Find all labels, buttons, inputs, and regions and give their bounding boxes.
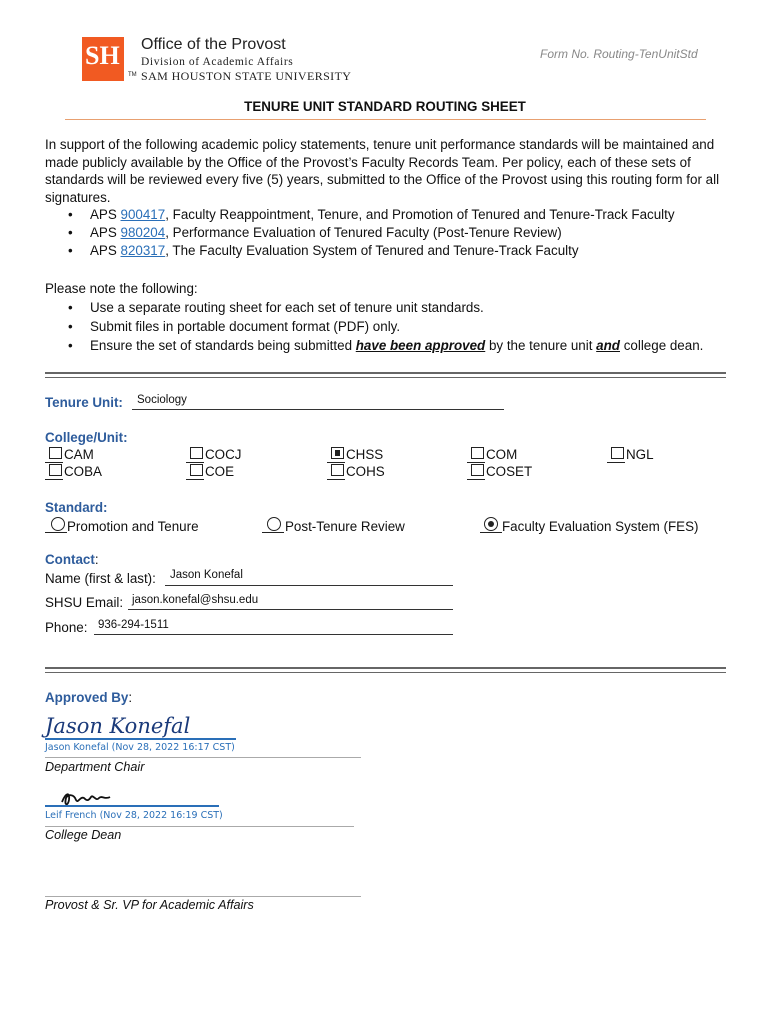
page-title: TENURE UNIT STANDARD ROUTING SHEET [244,99,526,114]
section-divider [45,667,726,673]
policy-desc: , Faculty Reappointment, Tenure, and Promotion of Tenured and Tenure-Track Faculty [165,207,675,223]
chair-role: Department Chair [45,760,145,774]
chair-signature: Jason Konefal [45,714,191,738]
chair-signature-meta: Jason Konefal (Nov 28, 2022 16:17 CST) [45,742,235,753]
radio-underline [45,532,67,533]
title-divider [65,119,706,120]
checkbox-underline [467,479,485,480]
section-divider [45,372,726,378]
policy-item [90,224,730,242]
checkbox-underline [45,479,63,480]
phone-field-line [94,634,453,635]
college-label: CAM [64,447,94,462]
name-label: Name (first & last): [45,571,156,586]
college-label: COM [486,447,518,462]
college-label: COBA [64,464,102,479]
division-name: Division of Academic Affairs [141,56,294,68]
radio-button-selected[interactable] [484,517,498,531]
emphasis-approved: have been approved [355,338,486,353]
dean-role: College Dean [45,828,122,842]
email-field-line [128,609,453,610]
college-option-cocj[interactable] [190,447,241,462]
standard-label-text: Promotion and Tenure [67,519,199,534]
intro-section [45,136,730,259]
college-option-cam[interactable] [49,447,94,462]
policy-desc: , The Faculty Evaluation System of Tenured and Tenure-Track Faculty [165,242,579,258]
note-item [90,336,745,355]
note-item: • Submit files in portable document format (PDF) only. [90,317,745,336]
college-option-cohs[interactable] [331,464,385,479]
emphasis-and: and [596,338,620,353]
approved-by-colon: : [128,690,133,705]
checkbox[interactable] [331,464,344,476]
contact-colon: : [94,552,99,567]
college-label: COE [205,464,235,479]
checkbox[interactable] [190,464,203,476]
university-name: SAM HOUSTON STATE UNIVERSITY [141,69,352,83]
policy-link[interactable]: 900417 [120,207,166,223]
checkbox[interactable] [471,447,484,459]
checkbox-underline [186,479,204,480]
checkbox[interactable] [471,464,484,476]
standard-label-text: Post-Tenure Review [285,519,405,534]
policy-desc: , Performance Evaluation of Tenured Faculty (Post-Tenure Review) [165,224,562,240]
checkbox[interactable] [190,447,203,459]
radio-underline [480,532,502,533]
dean-rule [45,826,354,827]
email-value[interactable]: jason.konefal@shsu.edu [132,594,259,606]
radio-button[interactable] [267,517,281,531]
checkbox-underline [607,462,625,463]
provost-rule [45,896,361,897]
standard-label-text: Faculty Evaluation System (FES) [502,519,699,534]
logo-letters: SH [85,41,120,70]
checkbox-checked[interactable] [331,447,344,459]
checkbox[interactable] [49,464,62,476]
college-option-ngl[interactable] [611,447,654,462]
form-number: Form No. Routing-TenUnitStd [540,47,698,61]
note-text: Ensure the set of standards being submitted [90,338,356,353]
notes-list [45,298,745,355]
college-option-com[interactable] [471,447,517,462]
college-label: CHSS [346,447,384,462]
radio-underline [262,532,284,533]
checkbox-underline [327,479,345,480]
policy-item [90,242,730,260]
standard-label: Standard: [45,500,108,515]
college-option-coba[interactable] [49,464,102,479]
notes-heading: Please note the following: [45,281,198,296]
checkbox-underline [186,462,204,463]
checkbox-underline [327,462,345,463]
approved-by-heading [45,690,132,705]
phone-label: Phone: [45,620,88,635]
intro-text: In support of the following academic policy statements, tenure unit performance standards will be maintained and made publicly available by the Office of the Provost’s Faculty Records Team. Per policy, each of these sets of standards will be reviewed every five (5) years, submitted to the Office of the Provost using this routing form for all signatures. [45,137,720,205]
note-text: by the tenure unit [485,338,597,353]
policy-list [45,206,730,259]
policy-prefix: APS [90,207,121,223]
checkbox-underline [45,462,63,463]
checkbox[interactable] [611,447,624,459]
contact-label: Contact [45,552,95,567]
tenure-unit-field-line [132,409,504,410]
checkbox-underline [467,462,485,463]
note-text: college dean. [619,338,704,353]
policy-link[interactable]: 980204 [120,224,166,240]
university-logo [82,37,124,81]
tenure-unit-label: Tenure Unit: [45,395,123,410]
dean-signature-meta: Leif French (Nov 28, 2022 16:19 CST) [45,810,223,821]
email-label: SHSU Email: [45,595,124,610]
college-option-chss[interactable] [331,447,383,462]
policy-prefix: APS [90,242,121,258]
standard-option-fes[interactable] [484,517,698,534]
note-item: • Use a separate routing sheet for each set of tenure unit standards. [90,298,745,317]
college-label: COCJ [205,447,242,462]
college-label: NGL [626,447,654,462]
name-field-line [165,585,453,586]
contact-heading [45,552,99,567]
college-option-coset[interactable] [471,464,532,479]
college-label: COSET [486,464,533,479]
radio-button[interactable] [51,517,65,531]
chair-signature-line [45,738,236,740]
college-label: COHS [346,464,385,479]
policy-item [90,206,730,224]
approved-by-label: Approved By [45,690,129,705]
notes-section [45,279,745,355]
trademark-mark: TM [128,72,137,78]
phone-value[interactable]: 936-294-1511 [98,619,169,631]
standard-option-post-tenure[interactable] [267,517,405,534]
standard-option-promotion[interactable] [51,517,199,534]
office-name: Office of the Provost [141,36,286,53]
provost-role: Provost & Sr. VP for Academic Affairs [45,898,254,912]
college-unit-label: College/Unit: [45,430,128,445]
checkbox[interactable] [49,447,62,459]
chair-rule [45,757,361,758]
college-option-coe[interactable] [190,464,234,479]
dean-signature-line [45,805,219,807]
policy-link[interactable]: 820317 [120,242,166,258]
tenure-unit-value[interactable]: Sociology [137,394,187,406]
name-value[interactable]: Jason Konefal [170,569,243,581]
policy-prefix: APS [90,224,121,240]
